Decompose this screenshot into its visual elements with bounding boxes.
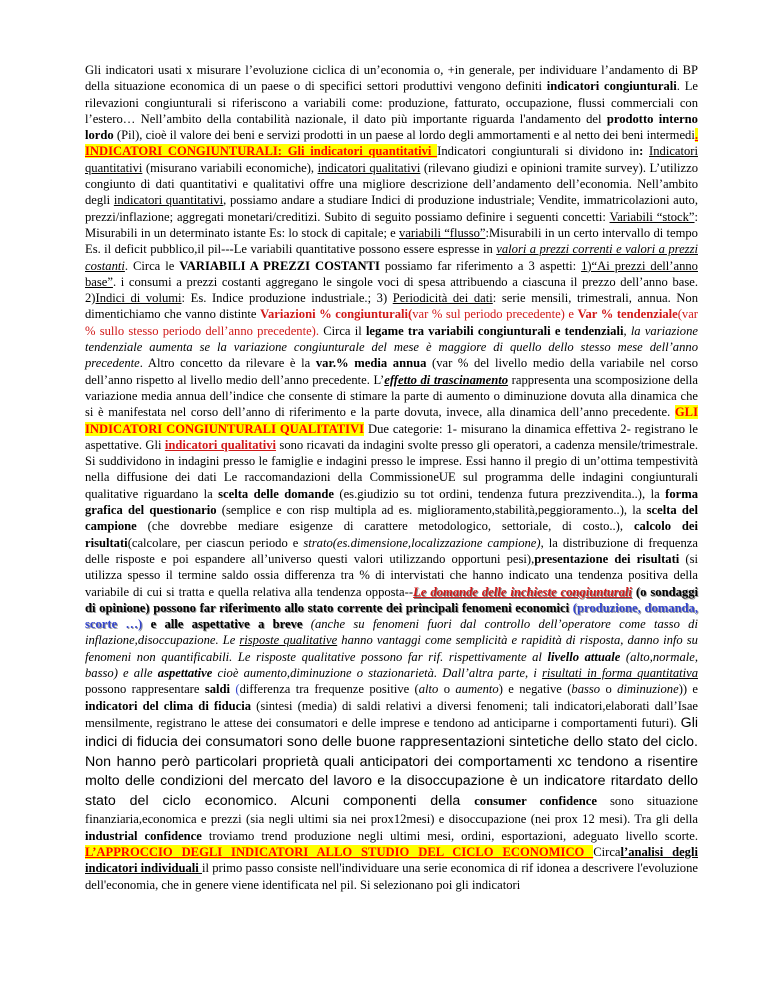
text-run: sono ricavati da indagini svolte presso gli operatori, a cadenza mensile/trimestrale. Si suddividono in indagini presso le famiglie e indagini presso le imprese. Essi hanno il pregio di un’ottima tempestività nella diffusione dei dati Le raccomandazioni della CommissioneUE sul programma delle indagini congiunturali qualitative riguardano la	[85, 437, 698, 501]
text-run: e alle aspettative a breve	[142, 617, 303, 632]
text-run: o	[438, 682, 456, 697]
text-run: calcolo dei risultati	[85, 519, 698, 550]
text-run: risposte qualitative	[239, 633, 338, 648]
text-run: (o sondaggi di opinione) possono far riferimento allo stato corrente dei principali fenomeni economici	[85, 584, 698, 615]
text-run: (che dovrebbe mediare esigenze di carattere metodologico, settoriale, di costo..),	[136, 519, 634, 534]
text-run: , possiamo andare a studiare Indici di produzione industriale; Vendite, immatricolazioni auto, prezzi/inflazione; aggregati monetari/creditizi. Subito di seguito possiamo definire i seguenti concetti:	[85, 193, 698, 224]
text-run: strato(es.dimensione,localizzazione campione)	[303, 535, 541, 550]
text-run: presentazione dei risultati	[534, 551, 680, 566]
text-run: indicatori quantitativi	[113, 193, 224, 208]
text-run: :Misurabili in un certo intervallo di tempo Es. il deficit pubblico,il pil---Le variabili quantitative possono essere espresse in	[85, 225, 698, 257]
text-run: Indicatori congiunturali si dividono in	[437, 144, 640, 159]
text-run: (produzione, domanda, scorte …)	[85, 600, 698, 632]
text-run: possono rappresentare	[85, 682, 205, 697]
text-run: (var % sullo stesso periodo dell’anno precedente).	[85, 307, 698, 338]
text-run: . Circa le	[124, 258, 180, 273]
text-run: 1)“Ai prezzi dell’anno base”	[85, 258, 698, 289]
text-run: effetto di trascinamento	[384, 372, 509, 387]
text-run: forma grafica del questionario	[85, 486, 698, 518]
text-run: Circa	[593, 844, 621, 859]
text-run: VARIABILI A PREZZI COSTANTI	[179, 258, 380, 273]
text-run: :	[639, 144, 650, 159]
text-run: )) e	[678, 682, 699, 697]
text-run: troviamo trend produzione negli ultimi mesi, ordini, esportazioni, adeguato livello scorte.	[201, 828, 699, 843]
text-run: (alto,normale, basso) e alle	[85, 649, 698, 680]
text-run: scelta del campione	[85, 503, 699, 534]
text-run: saldi	[204, 682, 231, 697]
text-run: : Misurabili in un determinato istante Es: lo stock di capitale; e	[85, 209, 698, 240]
text-run: (rilevano giudizi e opinioni tramite survey). L’utilizzo congiunto di dati quantitativi e qualitativi offre una migliore descrizione dell’andamento dell’economia. Nell’ambito degli	[85, 160, 698, 208]
text-run: indicatori qualitativi	[317, 160, 421, 175]
text-run: aumento	[455, 682, 499, 697]
text-run: Due categorie: 1- misurano la dinamica effettiva 2- registrano le aspettative. Gli	[85, 421, 699, 452]
text-run: rappresenta una scomposizione della variazione media annua dell’indice che consente di stimare la parte di aumento o diminuzione dovuta alla dinamica che si è manifestata nel corso dell’anno di riferimento e la parte dovuta, invece, alla dinamica dell’anno precedente.	[85, 372, 699, 420]
text-run: var.% media annua	[315, 356, 427, 371]
text-run: cioè aumento,diminuzione o stazionarietà. Dall’altra parte, i	[212, 665, 542, 680]
text-run: ,	[623, 323, 631, 338]
text-run: Gli indicatori usati x misurare l’evoluzione ciclica di un’economia o, +in generale, per individuare l’andamento di BP della situazione economica di un paese o di specifici settori produttivi vengono definiti	[85, 63, 698, 94]
text-run: Gli indici di fiducia dei consumatori sono delle buone rappresentazioni sintetiche dello stato del ciclo. Non hanno però particolari proprietà quali anticipatori dei comportamenti xc tendono a risentire molto delle condizioni del mercato del lavoro e la disoccupazione è un indicatore ritardato dello stato del ciclo economico. Alcuni componenti della	[85, 714, 698, 809]
text-run: ) e negative (	[498, 682, 572, 697]
text-run: indicatori qualitativi	[164, 437, 277, 452]
text-run: Indicatori quantitativi	[85, 144, 698, 175]
text-run: (sintesi (media) di saldi relativi a diversi fenomeni; tali indicatori,elaborati dall’Isae mensilmente, registrano le attese dei consumatori e delle imprese e tendono ad anticiparne i comportamenti futuri).	[85, 698, 698, 730]
text-run: (es.giudizio su tot ordini, tendenza futura prezzivendita..), la	[333, 486, 666, 501]
text-run: diminuzione	[617, 682, 679, 697]
text-run: , la distribuzione di frequenza delle risposte e poi espandere all’universo questi valori utilizzando opportuni pesi),	[85, 535, 698, 566]
text-run: il primo passo consiste nell'individuare una serie economica di rif idonea a descrivere l'evoluzione dell'economia, che in genere viene identificata nel pil. Si selezionano poi gli indicatori	[85, 861, 698, 892]
text-run: sono situazione finanziaria,economica e prezzi (sia negli ultimi sia nei prox12mesi) e disoccupazione (nei prox 12 mesi). Tra gli della	[85, 793, 698, 827]
text-run: Le domande delle inchieste congiunturali	[413, 584, 632, 599]
text-run: (Pil), cioè il valore dei beni e servizi prodotti in un paese al lordo degli ammortamenti e al netto dei beni intermedi	[113, 128, 695, 143]
text-run: legame tra variabili congiunturali e tendenziali	[365, 323, 624, 338]
text-run: valori a prezzi correnti e valori a prezzi costanti	[85, 242, 698, 273]
text-run: Indici di volumi	[95, 291, 182, 306]
text-run: (var % del livello medio della variabile nel corso dell’anno rispetto al livello medio dell’anno precedente. L’	[85, 356, 699, 387]
text-run: Circa il	[323, 323, 366, 338]
text-run: (misurano variabili economiche),	[142, 160, 318, 175]
highlight-heading-approccio: L’APPROCCIO DEGLI INDICATORI ALLO STUDIO DEL CICLO ECONOMICO	[85, 844, 594, 859]
text-run: aspettative	[157, 665, 213, 680]
text-run: : serie mensili, trimestrali, annua. Non dimentichiamo che vanno distinte	[85, 291, 699, 322]
text-run: l’analisi degli indicatori individuali	[85, 844, 698, 876]
text-run: prodotto interno lordo	[85, 111, 698, 143]
text-run: scelta delle domande	[218, 486, 334, 501]
text-run: . i consumi a prezzi costanti aggregano le singole voci di spesa attribuendo a ciascuna il prezzo dell’anno base. 2)	[85, 274, 698, 306]
text-run: : Es. Indice produzione industriale.; 3)	[181, 291, 393, 306]
text-run: alto	[418, 682, 439, 697]
text-run: (anche su fenomeni fuori dal controllo dell’operatore come tasso di inflazione,disoccupazione. Le	[85, 617, 698, 648]
highlight-heading-qualitativi: GLI INDICATORI CONGIUNTURALI QUALITATIVI	[85, 405, 698, 436]
text-run: variabili “flusso”	[399, 225, 486, 240]
text-run: o	[600, 682, 618, 697]
text-run: hanno vantaggi come semplicità e rapidità di risposta, danno info su fenomeni non quantificabili. Le risposte qualitative possono far rif. rispettivamente al	[85, 633, 698, 664]
text-run: industrial confidence	[85, 828, 202, 843]
text-run: la variazione tendenziale aumenta se la variazione congiunturale del mese è maggiore di quello dello stesso mese dell’anno precedente	[85, 323, 698, 371]
document-body	[85, 62, 698, 893]
text-run: var % sul periodo precedente) e	[412, 307, 578, 322]
text-run: Variazioni % congiunturali(	[260, 307, 413, 322]
text-run: differenza tra frequenze positive (	[239, 682, 419, 697]
text-run: (calcolare, per ciascun periodo e	[127, 535, 304, 550]
text-run: Var % tendenziale	[577, 307, 678, 322]
text-run: Periodicità dei dati	[392, 291, 493, 306]
text-run: Variabili “stock”	[609, 209, 695, 224]
text-run: indicatori congiunturali	[546, 79, 677, 94]
text-run: (semplice e con risp multipla ad es. miglioramento,stabilità,peggioramento..), la	[216, 503, 647, 518]
text-run: . Altro concetto da rilevare è la	[139, 356, 316, 371]
text-run: livello attuale	[547, 649, 621, 664]
text-run: . Le rilevazioni congiunturali si riferiscono a variabili come: produzione, fatturato, occupazione, flussi commerciali con l’estero… Nell’ambito della contabilità nazionale, il dato più importante riguarda l'andamento del	[85, 79, 698, 126]
text-run: (	[230, 682, 240, 697]
text-run: basso	[571, 682, 601, 697]
text-run: possiamo far riferimento a 3 aspetti:	[379, 258, 582, 273]
text-run: consumer confidence	[474, 793, 597, 808]
text-run: (si utilizza spesso il termine saldo ossia differenza tra % di intervistati che hanno indicato una tendenza positiva della variabile di cui si tratta e quella relativa alla tendenza opposta--	[85, 551, 699, 599]
text-run: indicatori del clima di fiducia	[85, 698, 252, 713]
text-run: risultati in forma quantitativa	[541, 665, 699, 680]
highlight-heading-indicatori-congiunturali: . INDICATORI CONGIUNTURALI: Gli indicatori quantitativi	[85, 128, 698, 159]
